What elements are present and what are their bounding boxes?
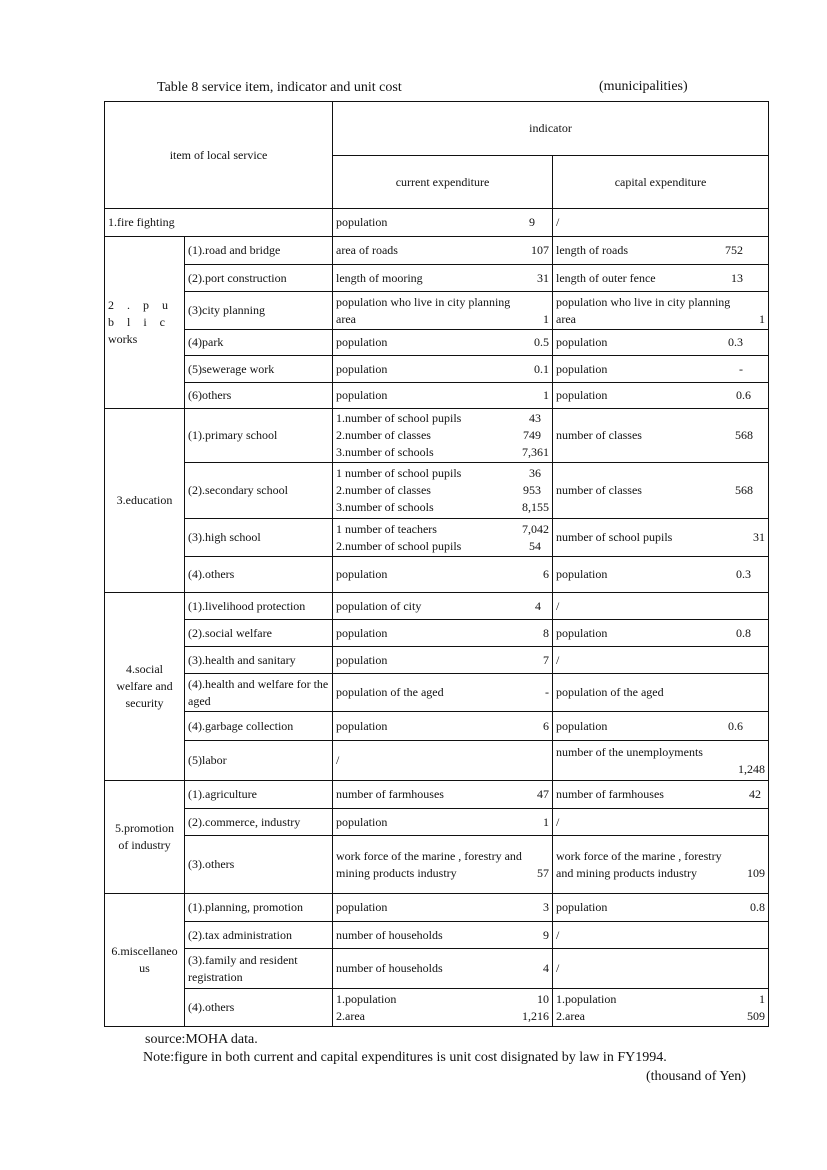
- item-label: (4).others: [185, 557, 333, 593]
- item-label: (1).road and bridge: [185, 237, 333, 265]
- current-cell: length of mooring 31: [333, 265, 553, 292]
- item-label: (2).commerce, industry: [185, 809, 333, 836]
- capital-cell: population 0.3: [553, 557, 769, 593]
- item-label: (2).port construction: [185, 265, 333, 292]
- item-label: (4)park: [185, 330, 333, 356]
- header-indicator: indicator: [333, 102, 769, 156]
- table-row: [105, 330, 769, 356]
- capital-cell: population of the aged: [553, 674, 769, 712]
- current-cell: population of the aged -: [333, 674, 553, 712]
- footnote: Note:figure in both current and capital expenditures is unit cost disignated by law in FY1994.: [143, 1050, 667, 1065]
- capital-cell: population 0.3: [553, 330, 769, 356]
- item-label: (2).tax administration: [185, 922, 333, 949]
- item-label: (3).high school: [185, 519, 333, 557]
- table-row: [105, 519, 769, 557]
- current-cell: population 0.5: [333, 330, 553, 356]
- scope-note: (municipalities): [599, 79, 688, 94]
- table-row: [105, 922, 769, 949]
- item-label: (3).family and resident registration: [185, 949, 333, 989]
- current-cell: population 7: [333, 647, 553, 674]
- table-row: [105, 292, 769, 330]
- item-label: (4).health and welfare for the aged: [185, 674, 333, 712]
- current-cell: population 3: [333, 894, 553, 922]
- capital-cell: number of classes 568: [553, 463, 769, 519]
- table-row: [105, 593, 769, 620]
- current-cell: work force of the marine , forestry and mining products industry 57: [333, 836, 553, 894]
- capital-cell: population 0.8: [553, 894, 769, 922]
- table-row: [105, 647, 769, 674]
- capital-cell: number of school pupils 31: [553, 519, 769, 557]
- capital-cell: population 0.6: [553, 383, 769, 409]
- category-label: 3.education: [105, 409, 185, 593]
- item-label: (3)city planning: [185, 292, 333, 330]
- capital-cell: number of the unemployments 1,248: [553, 741, 769, 781]
- unit-note: (thousand of Yen): [646, 1069, 746, 1084]
- item-label: (3).health and sanitary: [185, 647, 333, 674]
- capital-cell: population who live in city planning area 1: [553, 292, 769, 330]
- capital-cell: population 0.8: [553, 620, 769, 647]
- table-row: [105, 809, 769, 836]
- capital-cell: number of classes 568: [553, 409, 769, 463]
- category-label: 1.fire fighting: [105, 209, 333, 237]
- item-label: (1).primary school: [185, 409, 333, 463]
- current-cell: population 8: [333, 620, 553, 647]
- item-label: (5)labor: [185, 741, 333, 781]
- header-capital: capital expenditure: [553, 156, 769, 209]
- item-label: (6)others: [185, 383, 333, 409]
- item-label: (1).agriculture: [185, 781, 333, 809]
- capital-cell: /: [553, 647, 769, 674]
- category-label: 4.social welfare and security: [105, 593, 185, 781]
- table-row: [105, 712, 769, 741]
- capital-cell: 1.population 1 2.area 509: [553, 989, 769, 1027]
- table-row: [105, 989, 769, 1027]
- capital-cell: population -: [553, 356, 769, 383]
- current-cell: population 1: [333, 809, 553, 836]
- current-cell: 1.population 10 2.area 1,216: [333, 989, 553, 1027]
- item-label: (4).garbage collection: [185, 712, 333, 741]
- capital-cell: number of farmhouses 42: [553, 781, 769, 809]
- service-cost-table: [104, 101, 769, 1027]
- header-item: item of local service: [105, 102, 333, 209]
- capital-cell: work force of the marine , forestry and mining products industry 109: [553, 836, 769, 894]
- capital-cell: /: [553, 809, 769, 836]
- table-row: [105, 949, 769, 989]
- item-label: (3).others: [185, 836, 333, 894]
- capital-cell: /: [553, 593, 769, 620]
- item-label: (2).secondary school: [185, 463, 333, 519]
- table-row: [105, 894, 769, 922]
- current-cell: population 0.1: [333, 356, 553, 383]
- capital-cell: /: [553, 949, 769, 989]
- current-cell: population 9: [333, 209, 553, 237]
- current-cell: population of city 4: [333, 593, 553, 620]
- current-cell: population 6: [333, 557, 553, 593]
- item-label: (4).others: [185, 989, 333, 1027]
- current-cell: 1 number of school pupils 36 2.number of classes 953 3.number of schools 8,155: [333, 463, 553, 519]
- table-row: [105, 356, 769, 383]
- header-current: current expenditure: [333, 156, 553, 209]
- table-row: [105, 409, 769, 463]
- capital-cell: /: [553, 922, 769, 949]
- current-cell: 1.number of school pupils 43 2.number of classes 749 3.number of schools 7,361: [333, 409, 553, 463]
- table-row: [105, 741, 769, 781]
- capital-cell: population 0.6: [553, 712, 769, 741]
- capital-cell: length of outer fence 13: [553, 265, 769, 292]
- category-label: 2 . p u b l i c works: [105, 237, 185, 409]
- item-label: (1).planning, promotion: [185, 894, 333, 922]
- table-row: [105, 620, 769, 647]
- current-cell: number of households 4: [333, 949, 553, 989]
- capital-cell: length of roads 752: [553, 237, 769, 265]
- table-row: [105, 557, 769, 593]
- current-cell: population who live in city planning area 1: [333, 292, 553, 330]
- current-cell: /: [333, 741, 553, 781]
- table-row: [105, 383, 769, 409]
- current-cell: number of farmhouses 47: [333, 781, 553, 809]
- source-note: source:MOHA data.: [145, 1032, 258, 1047]
- category-label: 5.promotion of industry: [105, 781, 185, 894]
- table-row: [105, 836, 769, 894]
- table-row: [105, 265, 769, 292]
- current-cell: number of households 9: [333, 922, 553, 949]
- table-row: [105, 781, 769, 809]
- table-row: [105, 674, 769, 712]
- item-label: (1).livelihood protection: [185, 593, 333, 620]
- category-label: 6.miscellaneo us: [105, 894, 185, 1027]
- item-label: (2).social welfare: [185, 620, 333, 647]
- current-cell: 1 number of teachers 7,042 2.number of school pupils 54: [333, 519, 553, 557]
- table-row: [105, 237, 769, 265]
- current-cell: population 6: [333, 712, 553, 741]
- item-label: (5)sewerage work: [185, 356, 333, 383]
- current-cell: area of roads 107: [333, 237, 553, 265]
- table-row: [105, 209, 769, 237]
- table-row: [105, 463, 769, 519]
- current-cell: population 1: [333, 383, 553, 409]
- table-title: Table 8 service item, indicator and unit cost: [157, 80, 402, 95]
- capital-cell: /: [553, 209, 769, 237]
